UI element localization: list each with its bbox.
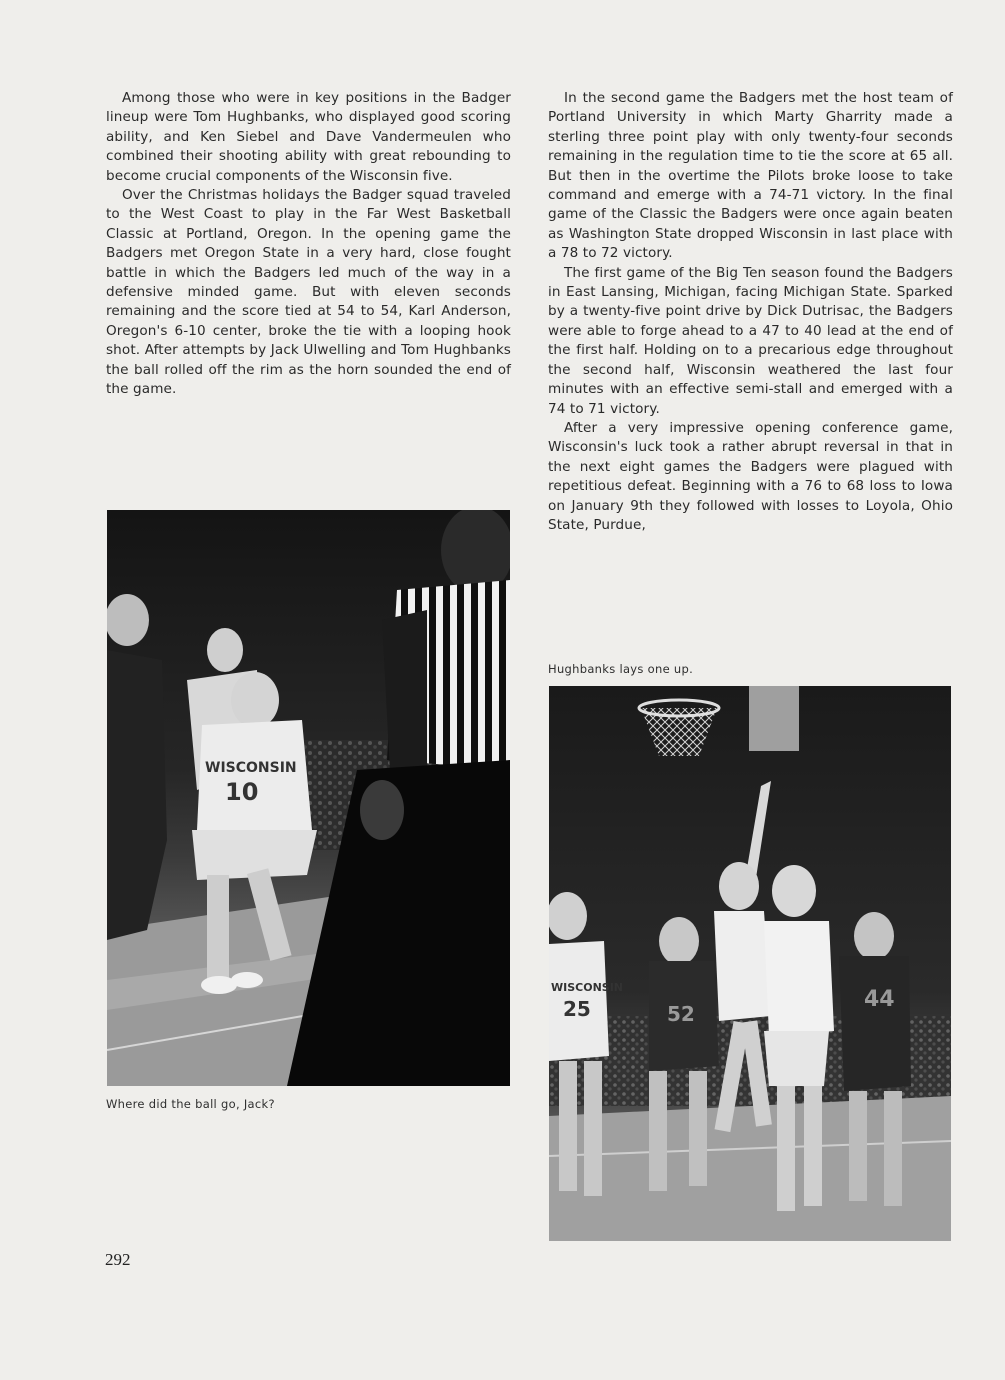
photo-basketball-referee (107, 510, 510, 1086)
paragraph: Among those who were in key positions in the Badger lineup were Tom Hughbanks, who displayed good scoring ability, and Ken Siebel and Dave Vandermeulen who combined their shooting ability with great rebounding to become crucial components of the Wisconsin five. (106, 90, 511, 184)
page-number: 292 (105, 1250, 131, 1269)
jersey-number: 52 (667, 1002, 695, 1026)
paragraph: In the second game the Badgers met the host team of Portland University in which Marty Gharrity made a sterling three point play with only twenty-four seconds remaining in the regulation time to tie the score at 65 all. But then in the overtime the Pilots broke loose to take command and emerge with a 74-71 victory. In the final game of the Classic the Badgers were once again beaten as Washington State dropped Wisconsin in last place with a 78 to 72 victory. (548, 90, 953, 262)
text-column-right (548, 89, 953, 535)
text-column-left (106, 89, 511, 400)
jersey-number: 25 (563, 997, 591, 1021)
jersey-text: WISCONSIN (551, 981, 623, 994)
photo-caption-left: Where did the ball go, Jack? (106, 1097, 275, 1111)
photo-basketball-layup (549, 686, 951, 1241)
paragraph: The first game of the Big Ten season found the Badgers in East Lansing, Michigan, facing Michigan State. Sparked by a twenty-five point drive by Dick Dutrisac, the Badgers were able to forge ahead to a 47 to 40 lead at the end of the first half. Holding on to a precarious edge throughout the second half, Wisconsin weathered the last four minutes with an effective semi-stall and emerged with a 74 to 71 victory. (548, 264, 953, 417)
jersey-number: 44 (864, 987, 895, 1012)
jersey-number: 10 (225, 778, 259, 806)
photo-caption-right: Hughbanks lays one up. (548, 662, 694, 676)
paragraph: After a very impressive opening conference game, Wisconsin's luck took a rather abrupt reversal in that in the next eight games the Badgers were plagued with repetitious defeat. Beginning with a 76 to 68 loss to Iowa on January 9th they followed with losses to Loyola, Ohio State, Purdue, (548, 419, 953, 533)
paragraph: Over the Christmas holidays the Badger squad traveled to the West Coast to play in the Far West Basketball Classic at Portland, Oregon. In the opening game the Badgers met Oregon State in a very hard, close fought battle in which the Badgers led much of the way in a defensive minded game. But with eleven seconds remaining and the score tied at 54 to 54, Karl Anderson, Oregon's 6-10 center, broke the tie with a looping hook shot. After attempts by Jack Ulwelling and Tom Hughbanks the ball rolled off the rim as the horn sounded the end of the game. (106, 187, 511, 398)
jersey-text: WISCONSIN (205, 760, 297, 776)
